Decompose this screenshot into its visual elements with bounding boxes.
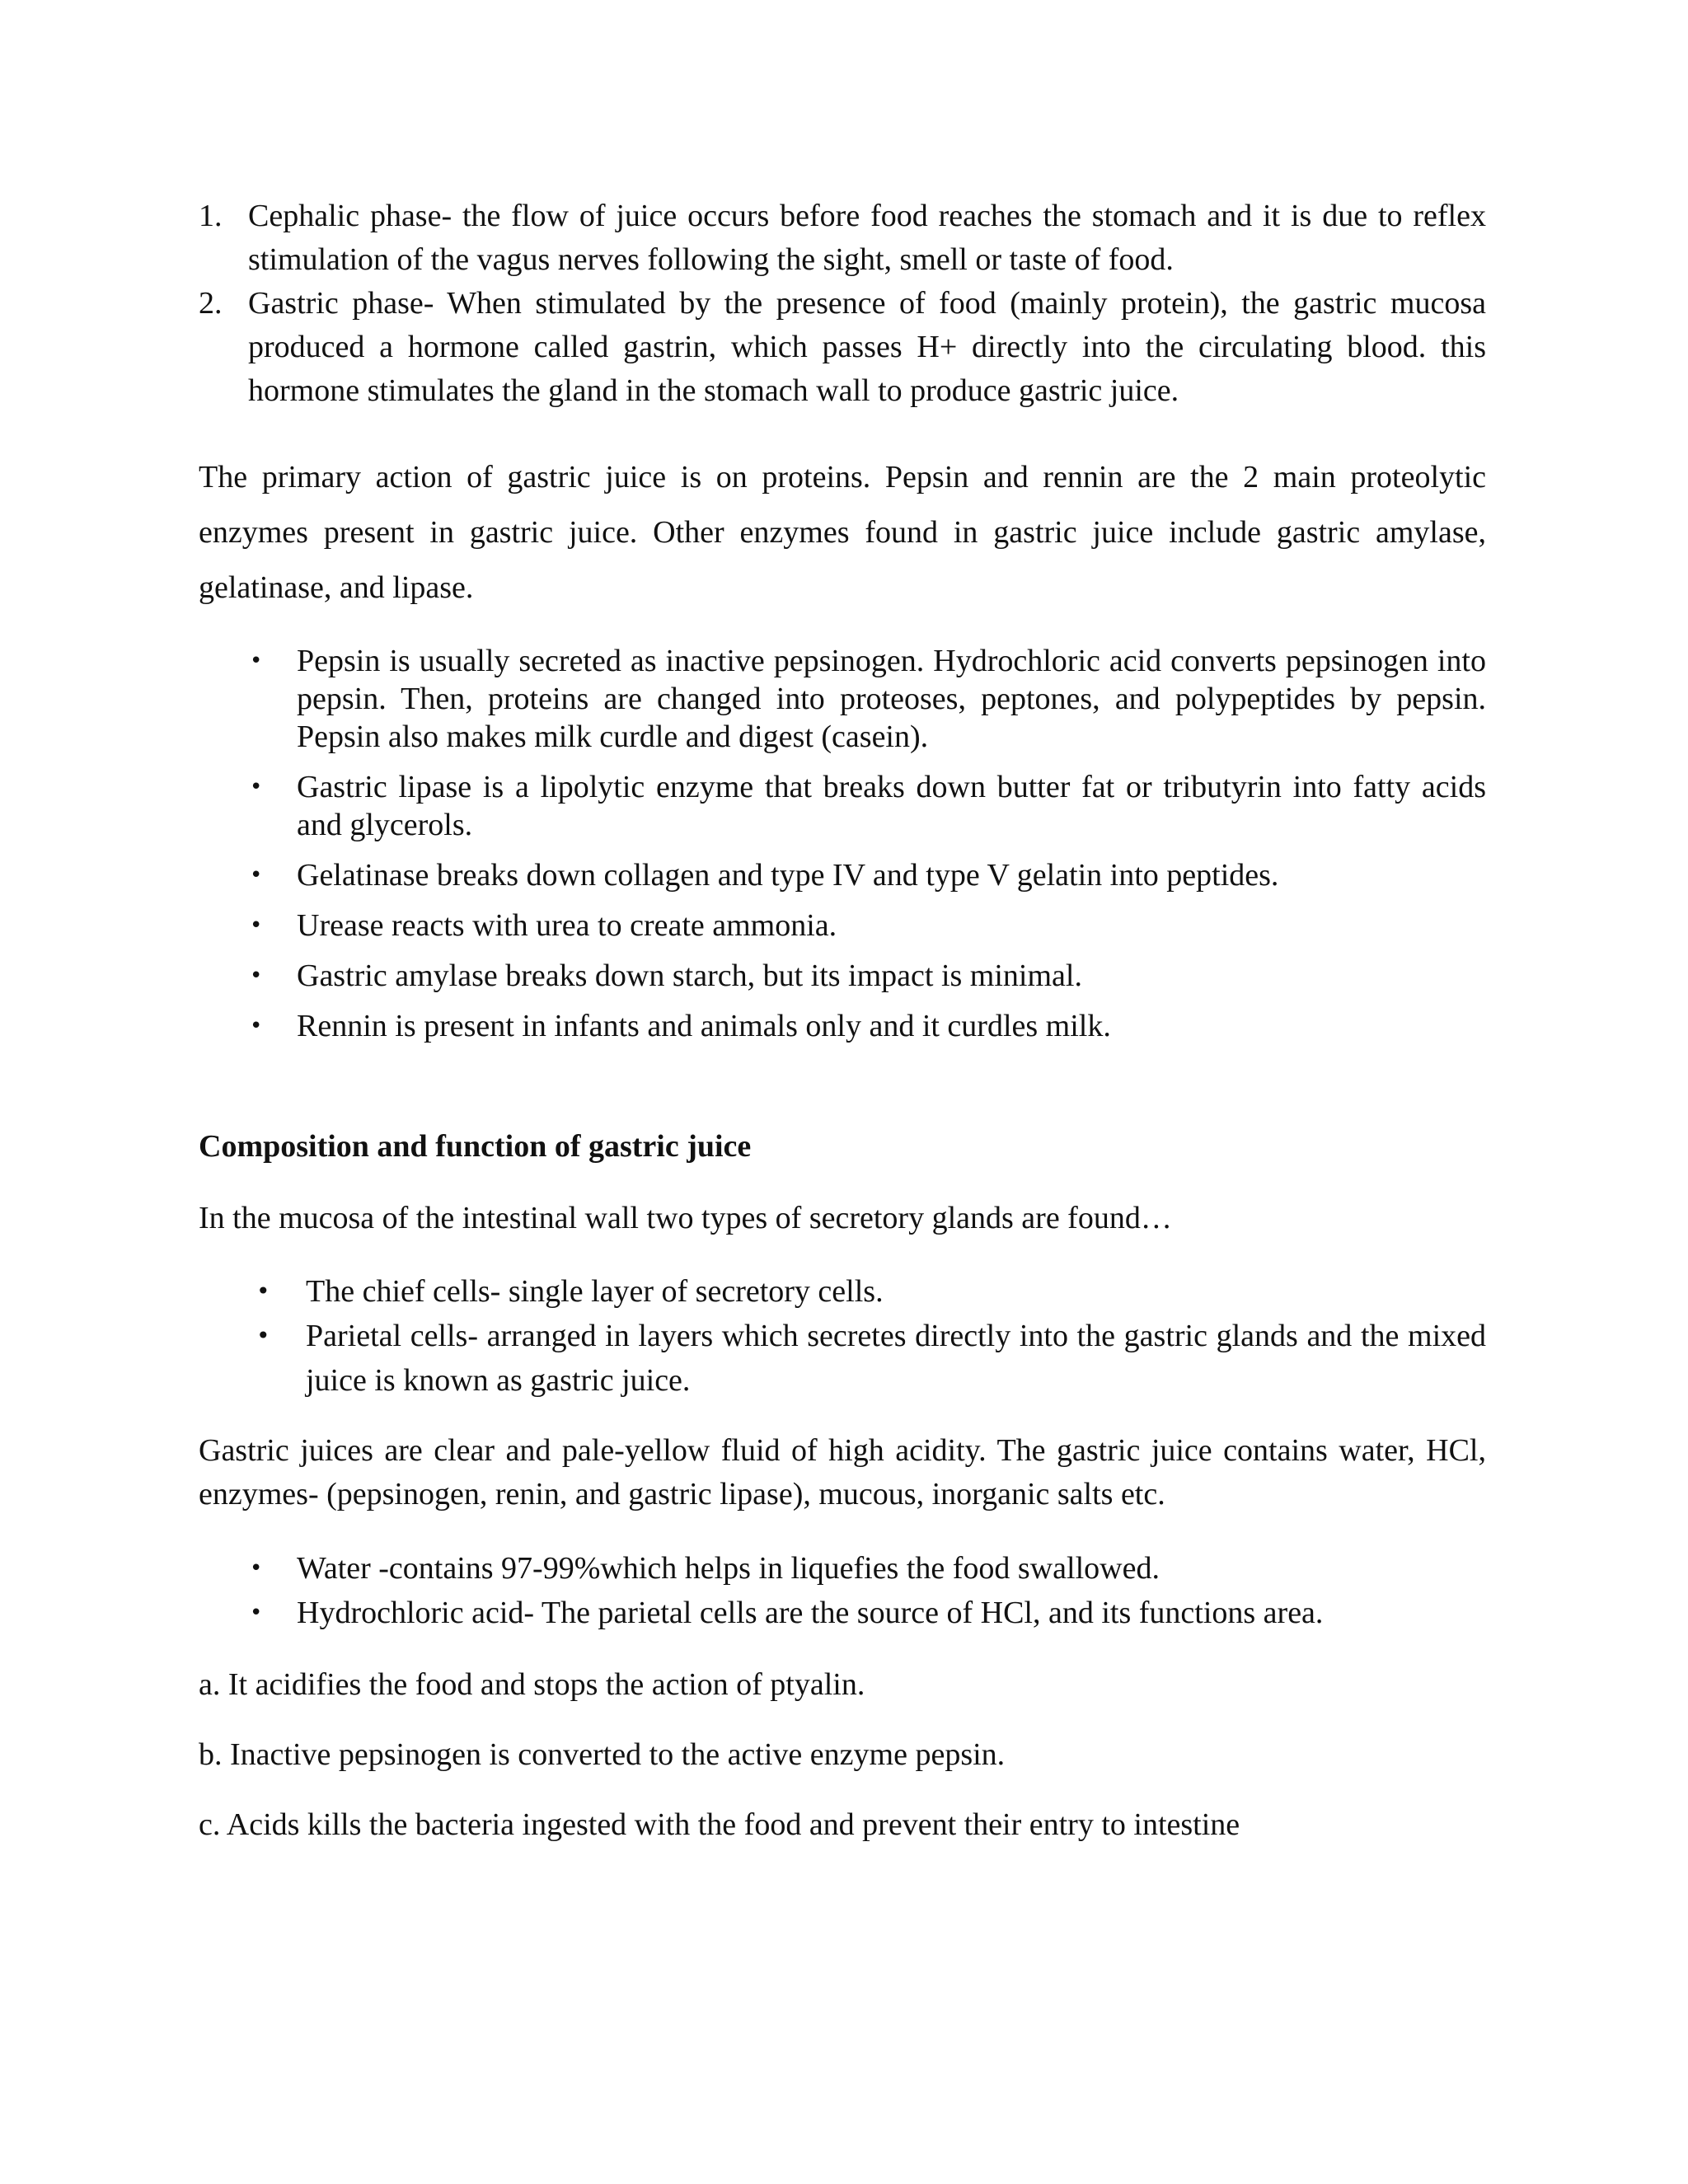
list-item-text: Gastric lipase is a lipolytic enzyme that breaks down butter fat or tributyrin into fatty acids and glycerols. xyxy=(297,770,1486,842)
bullet-icon: • xyxy=(250,1601,263,1625)
primary-action-paragraph: The primary action of gastric juice is on proteins. Pepsin and rennin are the 2 main proteolytic enzymes present in gastric juice. Other enzymes found in gastric juice include gastric amylase, gelatinase, and lipase. xyxy=(199,460,1486,605)
list-item xyxy=(199,907,1486,944)
bullet-icon: • xyxy=(250,1556,263,1581)
hcl-function-c: c. Acids kills the bacteria ingested with the food and prevent their entry to intestine xyxy=(199,1807,1240,1842)
glands-intro: In the mucosa of the intestinal wall two types of secretory glands are found… xyxy=(199,1201,1172,1235)
list-item-text: Gelatinase breaks down collagen and type IV and type V gelatin into peptides. xyxy=(297,858,1279,893)
bullet-icon: • xyxy=(256,1322,270,1349)
phases-list xyxy=(199,194,1486,413)
list-item xyxy=(199,957,1486,995)
list-item xyxy=(199,1314,1486,1403)
hcl-function-a: a. It acidifies the food and stops the action of ptyalin. xyxy=(199,1667,865,1702)
list-number: 2. xyxy=(199,286,223,321)
list-item xyxy=(199,1591,1486,1635)
list-item-text: Rennin is present in infants and animals only and it curdles milk. xyxy=(297,1009,1111,1043)
phase-item xyxy=(199,194,1486,282)
bullet-icon: • xyxy=(250,775,263,799)
bullet-icon: • xyxy=(250,963,263,988)
hcl-function-b: b. Inactive pepsinogen is converted to the active enzyme pepsin. xyxy=(199,1737,1006,1772)
bullet-icon: • xyxy=(250,649,263,673)
enzymes-list xyxy=(199,642,1486,1045)
bullet-icon: • xyxy=(250,913,263,938)
section-heading: Composition and function of gastric juice xyxy=(199,1129,752,1164)
list-item-text: Gastric amylase breaks down starch, but its impact is minimal. xyxy=(297,958,1082,993)
list-item-text: Hydrochloric acid- The parietal cells are the source of HCl, and its functions area. xyxy=(297,1596,1324,1630)
glands-list xyxy=(199,1269,1486,1403)
list-item xyxy=(199,768,1486,844)
list-item-text: The chief cells- single layer of secretory cells. xyxy=(306,1274,884,1309)
composition-paragraph: Gastric juices are clear and pale-yellow fluid of high acidity. The gastric juice contains water, HCl, enzymes- (pepsinogen, renin, and gastric lipase), mucous, inorganic salts etc. xyxy=(199,1433,1486,1511)
list-item xyxy=(199,1269,1486,1314)
components-list xyxy=(199,1546,1486,1635)
phase-text: Cephalic phase- the flow of juice occurs before food reaches the stomach and it is due to reflex stimulation of the vagus nerves following the sight, smell or taste of food. xyxy=(248,199,1486,277)
list-item-text: Parietal cells- arranged in layers which secretes directly into the gastric glands and the mixed juice is known as gastric juice. xyxy=(306,1319,1486,1398)
list-item xyxy=(199,1007,1486,1045)
bullet-icon: • xyxy=(250,863,263,888)
phase-item xyxy=(199,282,1486,413)
list-item-text: Urease reacts with urea to create ammonia. xyxy=(297,908,837,943)
list-item-text: Water -contains 97-99%which helps in liquefies the food swallowed. xyxy=(297,1551,1160,1586)
list-item-text: Pepsin is usually secreted as inactive pepsinogen. Hydrochloric acid converts pepsinogen into pepsin. Then, proteins are changed into proteoses, peptones, and polypeptides by pepsin. Pepsin also makes milk curdle and digest (casein). xyxy=(297,644,1486,754)
list-item xyxy=(199,642,1486,756)
bullet-icon: • xyxy=(250,1014,263,1038)
list-item xyxy=(199,856,1486,894)
bullet-icon: • xyxy=(256,1277,270,1305)
phase-text: Gastric phase- When stimulated by the presence of food (mainly protein), the gastric mucosa produced a hormone called gastrin, which passes H+ directly into the circulating blood. this hormone stimulates the gland in the stomach wall to produce gastric juice. xyxy=(248,286,1486,408)
list-item xyxy=(199,1546,1486,1591)
list-number: 1. xyxy=(199,199,223,233)
